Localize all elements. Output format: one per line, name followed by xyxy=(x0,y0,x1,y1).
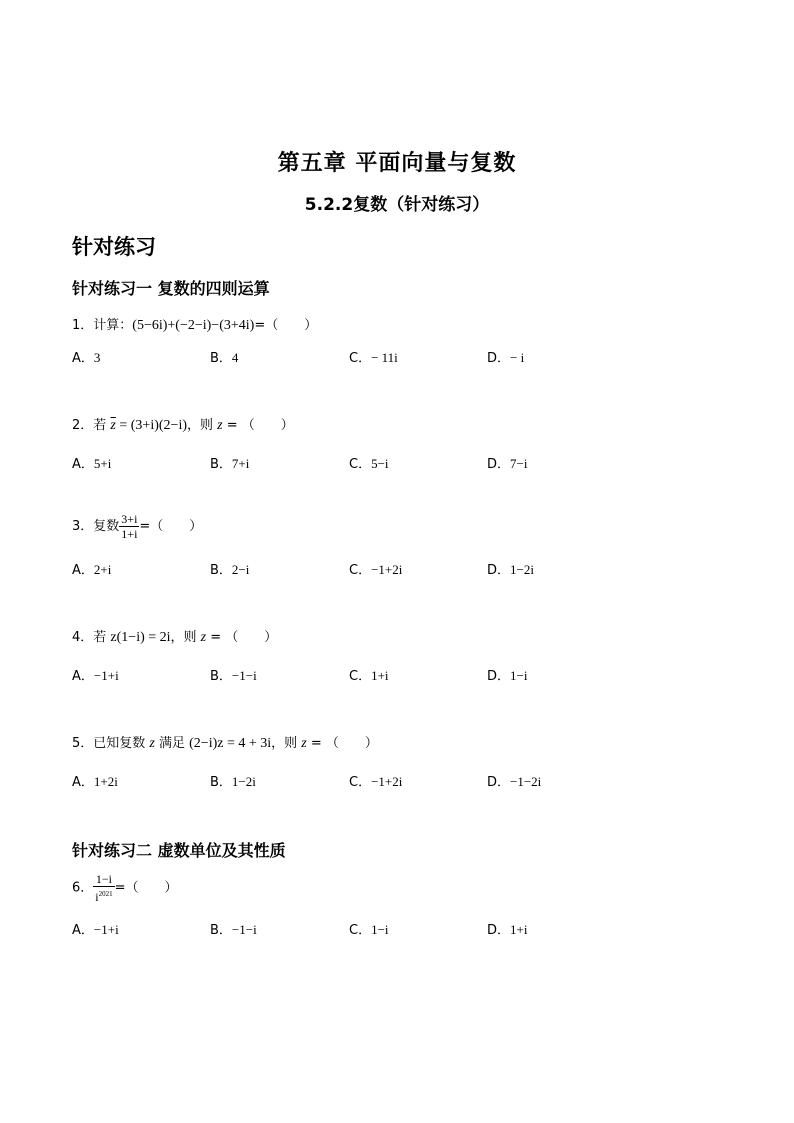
option-label: B． xyxy=(210,351,232,366)
option-b[interactable] xyxy=(210,919,257,938)
question-number: 2． xyxy=(72,418,94,433)
option-d[interactable] xyxy=(487,919,527,938)
conjugate-z: $\overline{z}$ xyxy=(110,418,116,433)
option-d[interactable] xyxy=(487,771,541,790)
option-value: −1+2i xyxy=(371,774,403,789)
question-2 xyxy=(72,414,294,434)
question-mid: 满足 xyxy=(154,736,190,751)
option-value: −1+i xyxy=(93,922,119,937)
question-prefix: 已知复数 xyxy=(93,736,150,751)
option-value: 4 xyxy=(231,350,239,365)
option-label: C． xyxy=(349,457,372,472)
option-c[interactable] xyxy=(349,347,398,366)
denominator-exponent: 2021 xyxy=(98,890,113,898)
option-value: − 11i xyxy=(371,350,398,365)
question-3 xyxy=(72,512,202,541)
option-a[interactable] xyxy=(72,453,111,472)
option-b[interactable] xyxy=(210,347,238,366)
question-suffix: =（ ） xyxy=(139,519,203,534)
question-suffix: =（ ） xyxy=(254,318,318,333)
option-label: B． xyxy=(210,457,232,472)
option-label: D． xyxy=(487,351,511,366)
option-value: 7−i xyxy=(510,456,528,471)
option-value: 1+2i xyxy=(93,774,118,789)
question-number: 5． xyxy=(72,736,94,751)
option-d[interactable] xyxy=(487,453,527,472)
question-mid: ，则 xyxy=(271,736,302,751)
option-label: A． xyxy=(72,457,94,472)
option-label: C． xyxy=(349,669,372,684)
question-expression: (2−i)z = 4 + 3i xyxy=(189,736,272,751)
question-suffix: = （ ） xyxy=(206,630,278,645)
option-label: B． xyxy=(210,669,232,684)
option-a[interactable] xyxy=(72,665,119,684)
option-c[interactable] xyxy=(349,771,402,790)
question-prefix: 若 xyxy=(93,630,111,645)
option-a[interactable] xyxy=(72,347,100,366)
option-label: D． xyxy=(487,563,511,578)
question-6 xyxy=(72,872,178,904)
question-expression: z(1−i) = 2i xyxy=(110,630,171,645)
question-5 xyxy=(72,732,378,752)
question-expression: = (3+i)(2−i) xyxy=(115,418,187,433)
option-value: − i xyxy=(510,350,525,365)
option-value: 2−i xyxy=(231,562,250,577)
option-value: 1−i xyxy=(510,668,528,683)
question-suffix: = （ ） xyxy=(306,736,378,751)
question-4 xyxy=(72,626,277,646)
option-label: D． xyxy=(487,457,511,472)
question-prefix: 计算： xyxy=(93,318,133,333)
question-number: 1． xyxy=(72,318,94,333)
fraction xyxy=(119,512,139,541)
option-label: A． xyxy=(72,775,94,790)
group-heading-2: 针对练习二 虚数单位及其性质 xyxy=(72,841,286,860)
option-a[interactable] xyxy=(72,559,111,578)
option-value: 5−i xyxy=(371,456,389,471)
question-number: 4． xyxy=(72,630,94,645)
option-c[interactable] xyxy=(349,919,389,938)
section-heading: 针对练习 xyxy=(72,235,156,259)
option-value: −1−i xyxy=(231,922,257,937)
question-1 xyxy=(72,314,317,334)
option-label: C． xyxy=(349,923,372,938)
option-value: 1−2i xyxy=(510,562,534,577)
fraction-numerator: 3+i xyxy=(121,512,138,526)
option-value: −1+2i xyxy=(371,562,403,577)
option-value: 1+i xyxy=(371,668,389,683)
question-number: 6． xyxy=(72,880,94,896)
option-c[interactable] xyxy=(349,559,402,578)
fraction xyxy=(93,872,114,904)
question-expression: (5−6i)+(−2−i)−(3+4i) xyxy=(132,318,255,333)
question-prefix: 若 xyxy=(93,418,111,433)
option-d[interactable] xyxy=(487,347,524,366)
variable-z: z xyxy=(149,736,155,751)
option-label: A． xyxy=(72,923,94,938)
option-a[interactable] xyxy=(72,771,118,790)
option-value: 5+i xyxy=(93,456,112,471)
option-label: B． xyxy=(210,775,232,790)
option-label: D． xyxy=(487,669,511,684)
denominator-base: i xyxy=(95,890,99,904)
option-d[interactable] xyxy=(487,665,527,684)
page-title: 第五章 平面向量与复数 xyxy=(277,151,517,176)
option-value: 1−2i xyxy=(231,774,256,789)
option-label: C． xyxy=(349,563,372,578)
option-b[interactable] xyxy=(210,665,257,684)
option-value: −1−i xyxy=(231,668,257,683)
option-a[interactable] xyxy=(72,919,119,938)
question-mid: ，则 xyxy=(187,418,218,433)
option-label: C． xyxy=(349,775,372,790)
question-prefix: 复数 xyxy=(93,519,120,534)
option-value: 1+i xyxy=(510,922,528,937)
group-heading-1: 针对练习一 复数的四则运算 xyxy=(72,279,270,298)
variable-z: z xyxy=(217,418,223,433)
option-value: 3 xyxy=(93,350,101,365)
question-number: 3． xyxy=(72,519,94,534)
option-c[interactable] xyxy=(349,453,389,472)
option-value: 7+i xyxy=(231,456,250,471)
option-label: D． xyxy=(487,923,511,938)
option-label: A． xyxy=(72,563,94,578)
option-value: −1+i xyxy=(93,668,119,683)
option-b[interactable] xyxy=(210,453,249,472)
option-label: A． xyxy=(72,351,94,366)
option-label: D． xyxy=(487,775,511,790)
question-suffix: =（ ） xyxy=(114,880,178,896)
option-value: 2+i xyxy=(93,562,112,577)
option-label: C． xyxy=(349,351,372,366)
option-value: 1−i xyxy=(371,922,389,937)
variable-z: z xyxy=(301,736,307,751)
variable-z: z xyxy=(200,630,207,645)
option-label: A． xyxy=(72,669,94,684)
option-b[interactable] xyxy=(210,559,249,578)
option-value: −1−2i xyxy=(510,774,542,789)
option-label: B． xyxy=(210,923,232,938)
page-subtitle: 5.2.2复数（针对练习） xyxy=(304,195,490,215)
option-b[interactable] xyxy=(210,771,256,790)
option-label: B． xyxy=(210,563,232,578)
option-d[interactable] xyxy=(487,559,534,578)
fraction-numerator: 1−i xyxy=(93,872,114,887)
option-c[interactable] xyxy=(349,665,389,684)
fraction-denominator: 1+i xyxy=(121,527,138,541)
fraction-denominator xyxy=(93,887,114,904)
question-suffix: = （ ） xyxy=(222,418,294,433)
question-mid: ，则 xyxy=(170,630,201,645)
